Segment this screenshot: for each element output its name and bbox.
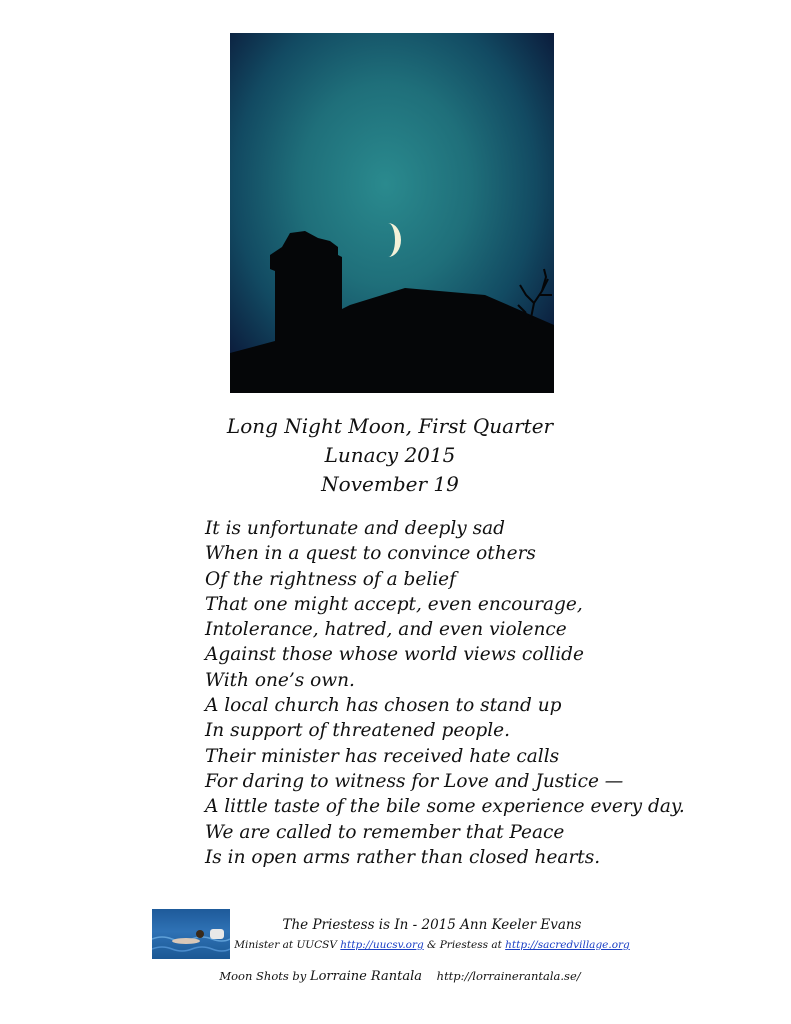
- moon-icon: [388, 223, 401, 257]
- title-line-2: Lunacy 2015: [324, 443, 456, 467]
- poem-body: [205, 516, 765, 870]
- poem-line: Of the rightness of a belief: [205, 568, 456, 590]
- poem-line: We are called to remember that Peace: [205, 821, 565, 843]
- poem-line: In support of threatened people.: [205, 720, 511, 742]
- photographer-name: Lorraine Rantala: [309, 969, 423, 984]
- priestess-label: & Priestess at: [423, 939, 506, 951]
- poem-line: A local church has chosen to stand up: [205, 695, 562, 717]
- photo-credit: [150, 969, 650, 984]
- title-line-1: Long Night Moon, First Quarter: [226, 414, 554, 438]
- poem-line: A little taste of the bile some experience every day.: [205, 796, 685, 818]
- sacredvillage-link[interactable]: http://sacredvillage.org: [505, 939, 630, 951]
- poem-line: When in a quest to convince others: [205, 543, 536, 565]
- uucsv-link[interactable]: http://uucsv.org: [340, 939, 424, 951]
- minister-label: Minister at UUCSV: [234, 939, 341, 951]
- moon-shots-label: Moon Shots by: [219, 969, 310, 983]
- moon-photo: [230, 33, 554, 393]
- swimmer-photo: [152, 909, 230, 959]
- poem-line: For daring to witness for Love and Justice —: [205, 770, 624, 792]
- swimmer-scene: [152, 909, 230, 959]
- title-line-3: November 19: [321, 472, 459, 496]
- swimmer-body: [172, 938, 200, 944]
- photographer-url: http://lorrainerantala.se/: [436, 969, 581, 983]
- poem-line: It is unfortunate and deeply sad: [205, 518, 505, 539]
- affiliation-line: [232, 939, 632, 951]
- poem-line: Is in open arms rather than closed hearts.: [205, 846, 601, 868]
- poem-line: Their minister has received hate calls: [205, 745, 560, 767]
- poem-title: [180, 412, 600, 499]
- poem-line: Intolerance, hatred, and even violence: [205, 619, 567, 641]
- priestess-credit: The Priestess is In - 2015 Ann Keeler Evans: [282, 917, 582, 933]
- moon-chimney-scene: [230, 33, 554, 393]
- poem-line: Against those whose world views collide: [205, 644, 584, 666]
- poem-line: With one’s own.: [205, 669, 355, 691]
- float-icon: [210, 929, 224, 939]
- swimmer-head: [196, 930, 204, 938]
- photo-credit-spacer: [422, 969, 437, 983]
- poem-line: That one might accept, even encourage,: [205, 593, 583, 615]
